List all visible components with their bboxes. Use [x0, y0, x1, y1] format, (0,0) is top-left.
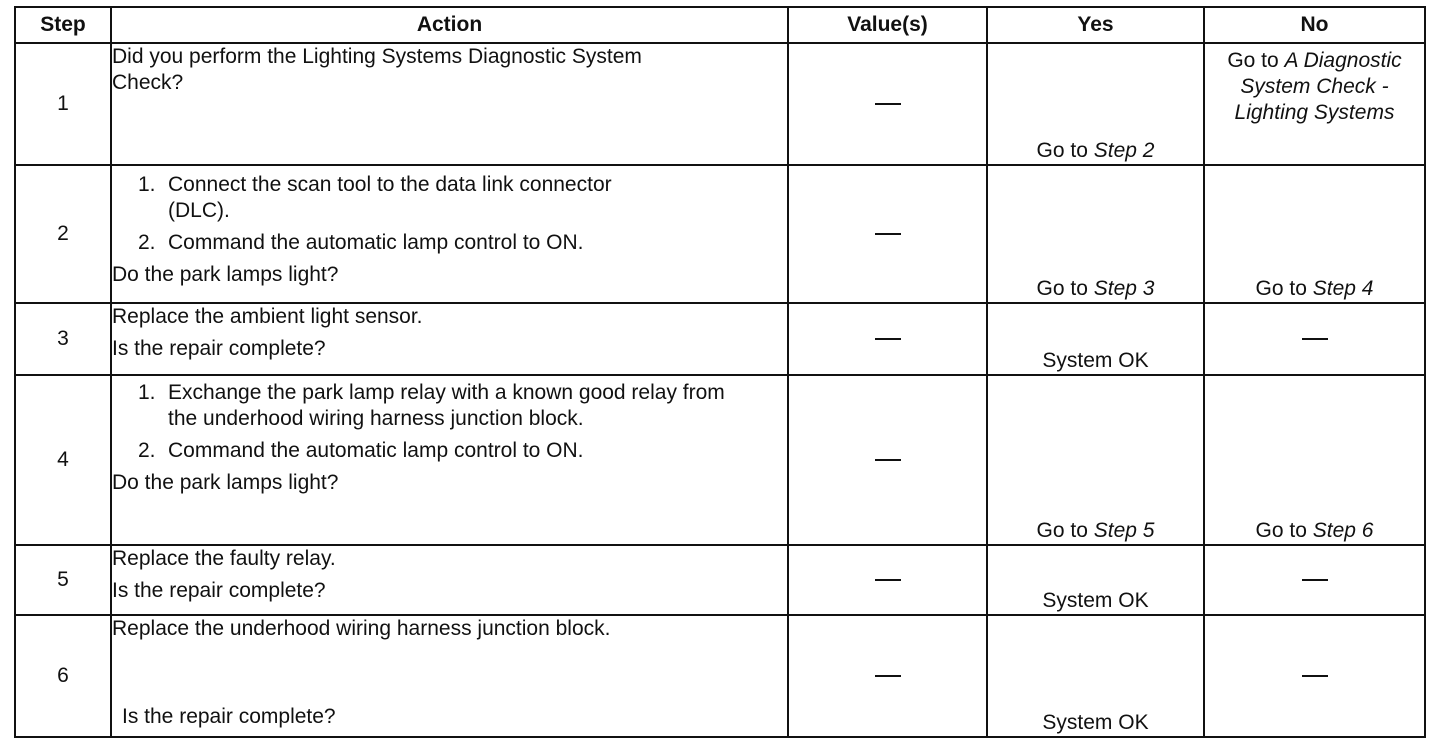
dash-mark — [1302, 338, 1328, 340]
list-text: Command the automatic lamp control to ON. — [168, 439, 584, 462]
no-link[interactable]: Step 6 — [1312, 519, 1374, 542]
action-list-item — [112, 230, 787, 256]
header-values: Value(s) — [788, 7, 987, 43]
action-cell — [111, 375, 788, 545]
no-cell[interactable] — [1204, 375, 1425, 545]
action-cell — [111, 303, 788, 375]
dash-mark — [875, 338, 901, 340]
table-row — [15, 43, 1425, 165]
table-row — [15, 615, 1425, 737]
list-number: 2. — [138, 231, 156, 254]
header-no: No — [1204, 7, 1425, 43]
table-row — [15, 545, 1425, 615]
step-number: 5 — [15, 545, 111, 615]
step-number: 3 — [15, 303, 111, 375]
action-question: Do the park lamps light? — [112, 263, 339, 286]
action-list-item — [112, 172, 787, 224]
action-question: Is the repair complete? — [112, 337, 326, 360]
list-text: Exchange the park lamp relay with a known good relay from the underhood wiring harness junction block. — [168, 381, 725, 430]
step-number: 1 — [15, 43, 111, 165]
no-cell — [1204, 615, 1425, 737]
action-question: Is the repair complete? — [112, 579, 326, 602]
yes-cell — [987, 545, 1204, 615]
yes-cell[interactable] — [987, 43, 1204, 165]
action-cell — [111, 165, 788, 303]
yes-link[interactable]: Step 5 — [1093, 519, 1155, 542]
diagnostic-table — [14, 6, 1426, 738]
value-cell — [788, 43, 987, 165]
action-text: Replace the ambient light sensor. — [112, 305, 423, 328]
dash-mark — [875, 233, 901, 235]
yes-prefix: Go to — [1036, 519, 1094, 542]
value-cell — [788, 375, 987, 545]
action-question: Is the repair complete? — [122, 705, 336, 728]
action-list-item — [112, 438, 787, 464]
action-question: Do the park lamps light? — [112, 471, 339, 494]
yes-cell — [987, 615, 1204, 737]
action-text: Replace the faulty relay. — [112, 547, 336, 570]
value-cell — [788, 165, 987, 303]
dash-mark — [1302, 675, 1328, 677]
table-row — [15, 375, 1425, 545]
yes-link[interactable]: Step 3 — [1093, 277, 1155, 300]
action-cell — [111, 545, 788, 615]
list-number: 2. — [138, 439, 156, 462]
no-cell[interactable] — [1204, 43, 1425, 165]
table-row — [15, 303, 1425, 375]
list-number: 1. — [138, 381, 156, 404]
action-cell — [111, 43, 788, 165]
list-text: Command the automatic lamp control to ON. — [168, 231, 584, 254]
dash-mark — [875, 103, 901, 105]
no-link[interactable]: Step 4 — [1312, 277, 1374, 300]
table-row — [15, 165, 1425, 303]
value-cell — [788, 615, 987, 737]
no-cell[interactable] — [1204, 165, 1425, 303]
yes-prefix: Go to — [1036, 277, 1094, 300]
dash-mark — [875, 579, 901, 581]
yes-result: System OK — [1042, 589, 1149, 612]
yes-result: System OK — [1042, 349, 1149, 372]
yes-cell[interactable] — [987, 165, 1204, 303]
action-text: Did you perform the Lighting Systems Diagnostic System Check? — [112, 45, 642, 94]
list-text: Connect the scan tool to the data link connector (DLC). — [168, 173, 612, 222]
yes-cell[interactable] — [987, 375, 1204, 545]
value-cell — [788, 303, 987, 375]
yes-result: System OK — [1042, 711, 1149, 734]
table-header-row — [15, 7, 1425, 43]
yes-link[interactable]: Step 2 — [1093, 139, 1155, 162]
no-prefix: Go to — [1227, 49, 1285, 72]
action-cell — [111, 615, 788, 737]
header-step: Step — [15, 7, 111, 43]
header-action: Action — [111, 7, 788, 43]
action-list-item — [112, 380, 787, 432]
header-yes: Yes — [987, 7, 1204, 43]
dash-mark — [1302, 579, 1328, 581]
action-text: Replace the underhood wiring harness junction block. — [112, 617, 611, 640]
step-number: 4 — [15, 375, 111, 545]
dash-mark — [875, 459, 901, 461]
no-prefix: Go to — [1255, 277, 1313, 300]
step-number: 2 — [15, 165, 111, 303]
no-prefix: Go to — [1255, 519, 1313, 542]
yes-cell — [987, 303, 1204, 375]
step-number: 6 — [15, 615, 111, 737]
yes-prefix: Go to — [1036, 139, 1094, 162]
no-link[interactable]: A Diagnostic System Check - Lighting Systems — [1234, 49, 1402, 124]
no-cell — [1204, 303, 1425, 375]
value-cell — [788, 545, 987, 615]
no-cell — [1204, 545, 1425, 615]
list-number: 1. — [138, 173, 156, 196]
dash-mark — [875, 675, 901, 677]
